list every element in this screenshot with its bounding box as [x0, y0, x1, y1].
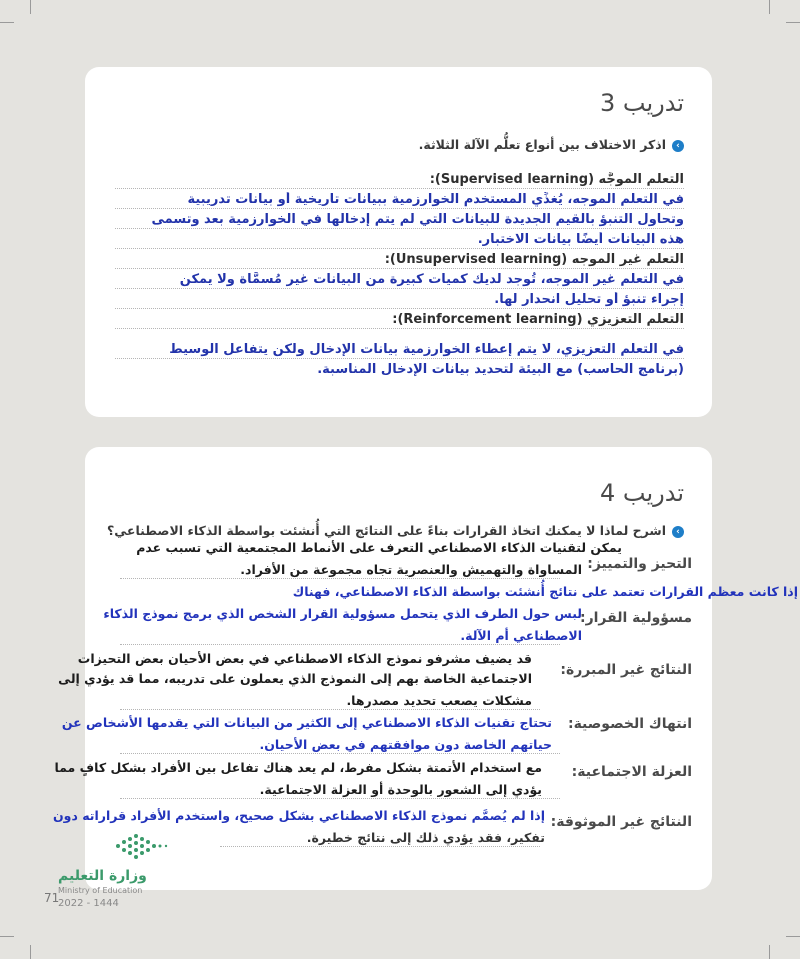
answer-line: التعلم غير الموجه (Unsupervised learning): [115, 252, 684, 269]
answer-line: في التعلم غير الموجه، تُوجد لديك كميات كبيرة من البيانات غير مُسمَّاة ولا يمكن [115, 272, 684, 289]
chevron-right-icon: › [672, 526, 684, 538]
item-answer-line: قد يضيف مشرفو نموذج الذكاء الاصطناعي في بعض الأحيان بعض التحيزات [77, 651, 532, 666]
crop-mark [0, 936, 14, 937]
chevron-right-icon: › [672, 140, 684, 152]
item-answer-line: تحتاج تقنيات الذكاء الاصطناعي إلى الكثير من البيانات التي يقدمها الأشخاص عن [61, 715, 552, 730]
item-label: التحيز والتمييز: [587, 556, 692, 572]
ministry-name-en: Ministry of Education [58, 886, 143, 895]
training3-card [85, 67, 712, 417]
crop-mark [30, 0, 31, 14]
item-answer-line: يمكن لتقنيات الذكاء الاصطناعي التعرف على الأنماط المجتمعية التي تسبب عدم [136, 540, 622, 555]
crop-mark [786, 22, 800, 23]
dotted-line [120, 644, 560, 645]
item-label: النتائج غير المبررة: [560, 662, 692, 678]
training3-instruction: ›اذكر الاختلاف بين أنواع تعلُّم الآلة الثلاثة. [419, 137, 684, 152]
item-label: النتائج غير الموثوقة: [550, 814, 692, 830]
crop-mark [769, 945, 770, 959]
crop-mark [769, 0, 770, 14]
dotted-line [120, 798, 560, 799]
dotted-line [120, 709, 540, 710]
page-number: 71 [44, 891, 60, 905]
ministry-name-ar: وزارة التعليم [58, 868, 147, 884]
item-answer-line: تفكير، فقد يؤدي ذلك إلى نتائج خطيرة. [306, 830, 545, 845]
answer-line: في التعلم الموجه، يُغذِّي المستخدم الخوارزمية ببيانات تاريخية أو بيانات تدريبية [115, 192, 684, 209]
training4-title: تدريب 4 [599, 479, 684, 507]
crop-mark [30, 945, 31, 959]
training4-instruction: ›اشرح لماذا لا يمكنك اتخاذ القرارات بناءً على النتائج التي أُنشئت بواسطة الذكاء الاصطناعي؟ [107, 523, 684, 538]
item-answer-line: حياتهم الخاصة دون موافقتهم في بعض الأحيان. [259, 737, 552, 752]
training3-title: تدريب 3 [599, 89, 684, 117]
answer-line: إجراء تنبؤ أو تحليل انحدار لها. [115, 292, 684, 309]
edition-year: 2022 - 1444 [58, 898, 119, 909]
dotted-line [120, 753, 560, 754]
answer-line: وتحاول التنبؤ بالقيم الجديدة للبيانات التي لم يتم إدخالها في الخوارزمية بعد وتسمى [115, 212, 684, 229]
item-answer-line: لبس حول الطرف الذي يتحمل مسؤولية القرار الشخص الذي برمج نموذج الذكاء [103, 606, 582, 621]
item-answer-line: يؤدي إلى الشعور بالوحدة أو العزلة الاجتماعية. [259, 782, 542, 797]
item-label: مسؤولية القرار: [579, 610, 692, 626]
dotted-line [120, 578, 560, 579]
item-answer-line: إذا لم يُصمَّم نموذج الذكاء الاصطناعي بشكل صحيح، واستخدم الأفراد قراراته دون [53, 808, 545, 823]
item-answer-line: المساواة والتهميش والعنصرية تجاه مجموعة من الأفراد. [240, 562, 582, 577]
item-answer-line: الاصطناعي أم الآلة. [460, 628, 582, 643]
crop-mark [0, 22, 14, 23]
answer-line: (برنامج الحاسب) مع البيئة لتحديد بيانات الإدخال المناسبة. [317, 362, 684, 377]
answer-line: التعلم التعزيزي (Reinforcement learning): [115, 312, 684, 329]
item-answer-line: مع استخدام الأتمتة بشكل مفرط، لم يعد هناك تفاعل بين الأفراد بشكل كافٍ مما [54, 760, 542, 775]
item-label: العزلة الاجتماعية: [571, 764, 692, 780]
item-answer-line: مشكلات يصعب تحديد مصدرها. [346, 693, 532, 708]
dotted-line [220, 846, 540, 847]
item-answer-line: إذا كانت معظم القرارات تعتمد على نتائج أُنشئت بواسطة الذكاء الاصطناعي، فهناك [292, 584, 798, 599]
item-label: انتهاك الخصوصية: [567, 716, 692, 732]
answer-line: هذه البيانات أيضًا بيانات الاختبار. [115, 232, 684, 249]
answer-line: التعلم الموجَّه (Supervised learning): [115, 172, 684, 189]
crop-mark [786, 936, 800, 937]
answer-line: في التعلم التعزيزي، لا يتم إعطاء الخوارزمية بيانات الإدخال ولكن يتفاعل الوسيط [115, 342, 684, 359]
ministry-logo-dots-icon [112, 830, 174, 862]
item-answer-line: الاجتماعية الخاصة بهم إلى النموذج الذي يعملون على تدريبه، مما قد يؤدي إلى [58, 671, 532, 686]
